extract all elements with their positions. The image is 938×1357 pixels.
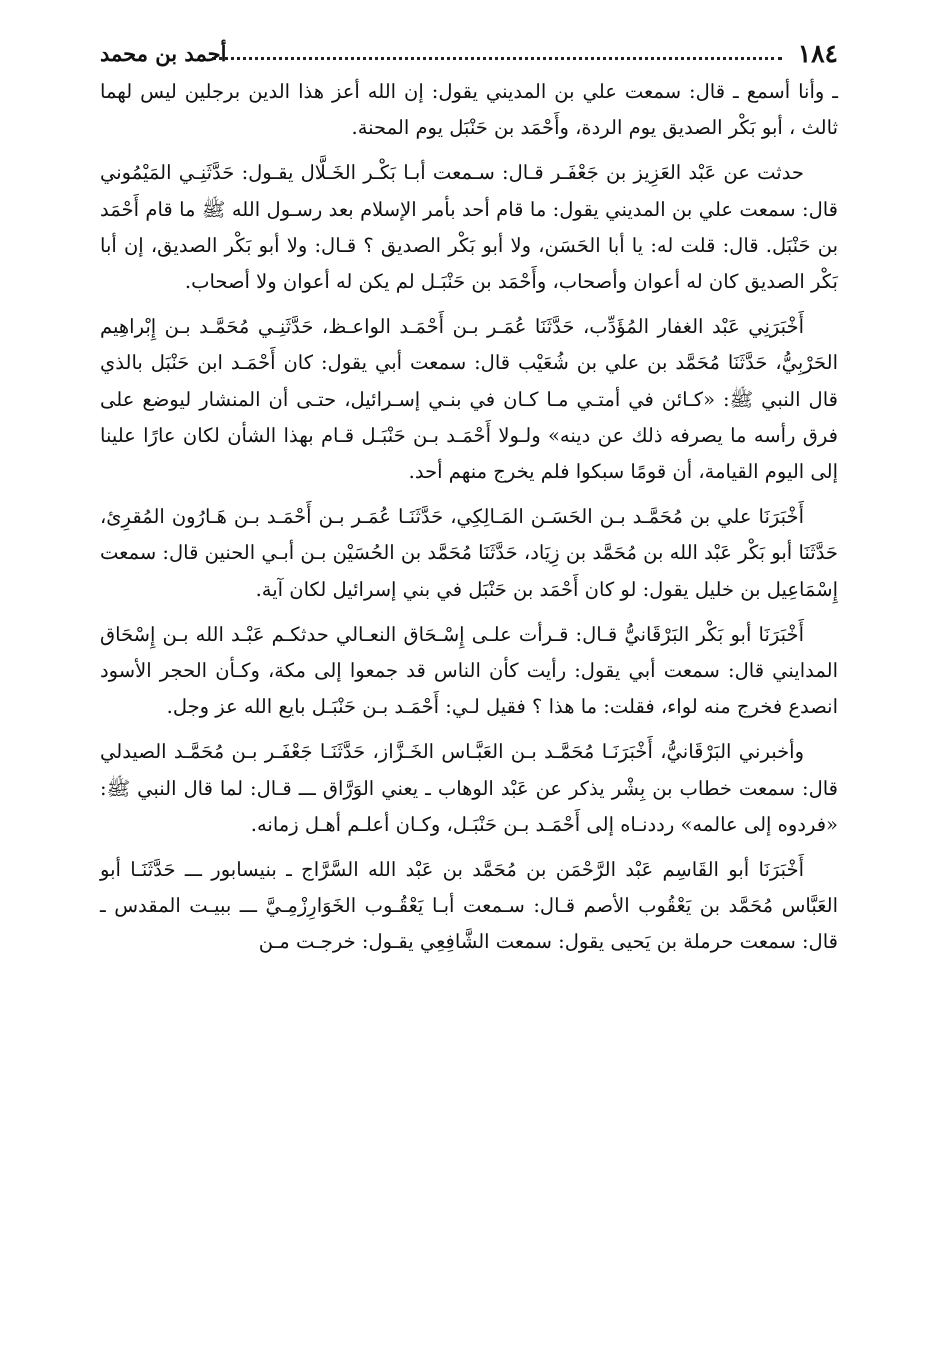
paragraph-2: حدثت عن عَبْد العَزِيز بن جَعْفَـر قـال: سـمعت أبـا بَكْـر الخَـلَّال يقـول: حَدَّثَنِـي المَيْمُوني قال: سمعت علي بن المديني يقول: ما قام أحد بأمر الإسلام بعد رسـول الله ﷺ ما قام أَحْمَد بن حَنْبَل. قال: قلت له: يا أبا الحَسَن، ولا أبو بَكْر الصديق ؟ قـال: ولا أبو بَكْر الصديق، إن أبا بَكْر الصديق كان له أعوان وأصحاب، وأَحْمَد بن حَنْبَـل لم يكن له أعوان ولا أصحاب. [100, 161, 838, 294]
paragraph-5: أَخْبَرَنَا أبو بَكْر البَرْقَانيُّ قـال: قـرأت علـى إِسْـحَاق النعـالي حدثكـم عَبْـد الله بـن إِسْحَاق المدايني قال: سمعت أبي يقول: رأيت كأن الناس قد جمعوا إلى مكة، وكـأن الحجر الأسود انصدع فخرج منه لواء، فقلت: ما هذا ؟ فقيل لـي: أَحْمَـد بـن حَنْبَـل بايع الله عز وجل. [100, 622, 838, 719]
book-page [100, 38, 838, 970]
body-text [100, 74, 838, 961]
paragraph-7: أَخْبَرَنَا أبو القَاسِم عَبْد الرَّحْمَن بن مُحَمَّد بن عَبْد الله السَّرَّاج ـ بنيسابور ـــ حَدَّثَنَـا أبو العَبَّاس مُحَمَّد بن يَعْقُوب الأصم قـال: سـمعت أبـا يَعْقُـوب الخَوَارِزْمِـيَّ ـــ ببيـت المقدس ـ قال: سمعت حرملة بن يَحيى يقول: سمعت الشَّافِعِي يقـول: خرجـت مـن [100, 858, 838, 954]
page-number: ١٨٤ [797, 39, 838, 68]
paragraph-3: أَخْبَرَنِي عَبْد الغفار المُؤَدِّب، حَدَّثَنَا عُمَـر بـن أَحْمَـد الواعـظ، حَدَّثَنِـي مُحَمَّـد بـن إِبْراهِيم الحَرْبِيُّ، حَدَّثَنَا مُحَمَّد بن علي بن شُعَيْب قال: سمعت أبي يقول: كان أَحْمَـد ابن حَنْبَل بالذي قال النبي ﷺ: «كـائن في أمتـي مـا كـان في بنـي إسـرائيل، حتـى أن المنشار ليوضع على فرق رأسه ما يصرفه ذلك عن دينه» ولـولا أَحْمَـد بـن حَنْبَـل قـام بهذا الشأن لكان عارًا علينا إلى اليوم القيامة، أن قومًا سبكوا فلم يخرج منهم أحد. [100, 315, 838, 484]
paragraph-6: وأخبرني البَرْقَانيُّ، أَخْبَرَنَـا مُحَمَّـد بـن العَبَّـاس الخَـزَّاز، حَدَّثَنَـا جَعْفَـر بـن مُحَمَّـد الصيدلي قال: سمعت خطاب بن بِشْر يذكر عن عَبْد الوهاب ـ يعني الوَرَّاق ـــ قـال: لما قال النبي ﷺ: «فردوه إلى عالمه» رددنـاه إلى أَحْمَـد بـن حَنْبَـل، وكـان أعلـم أهـل زمانه. [100, 740, 838, 836]
running-title: أحمد بن محمد [100, 41, 227, 66]
page-header [100, 38, 838, 74]
paragraph-4: أَخْبَرَنَا علي بن مُحَمَّـد بـن الحَسَـن المَـالِكِي، حَدَّثَنَـا عُمَـر بـن أَحْمَـد بـن هَـارُون المُقرِئ، حَدَّثَنَا أبو بَكْر عَبْد الله بن مُحَمَّد بن زِيَاد، حَدَّثَنَا مُحَمَّد بن الحُسَيْن بـن أبـي الحنين قال: سمعت إِسْمَاعِيل بن خليل يقول: لو كان أَحْمَد بن حَنْبَل في بني إسرائيل لكان آية. [100, 505, 838, 601]
header-dotted-leader [212, 57, 782, 60]
paragraph-1: ـ وأنا أسمع ـ قال: سمعت علي بن المديني يقول: إن الله أعز هذا الدين برجلين ليس لهما ثالث ، أبو بَكْر الصديق يوم الردة، وأَحْمَد بن حَنْبَل يوم المحنة. [100, 80, 838, 140]
